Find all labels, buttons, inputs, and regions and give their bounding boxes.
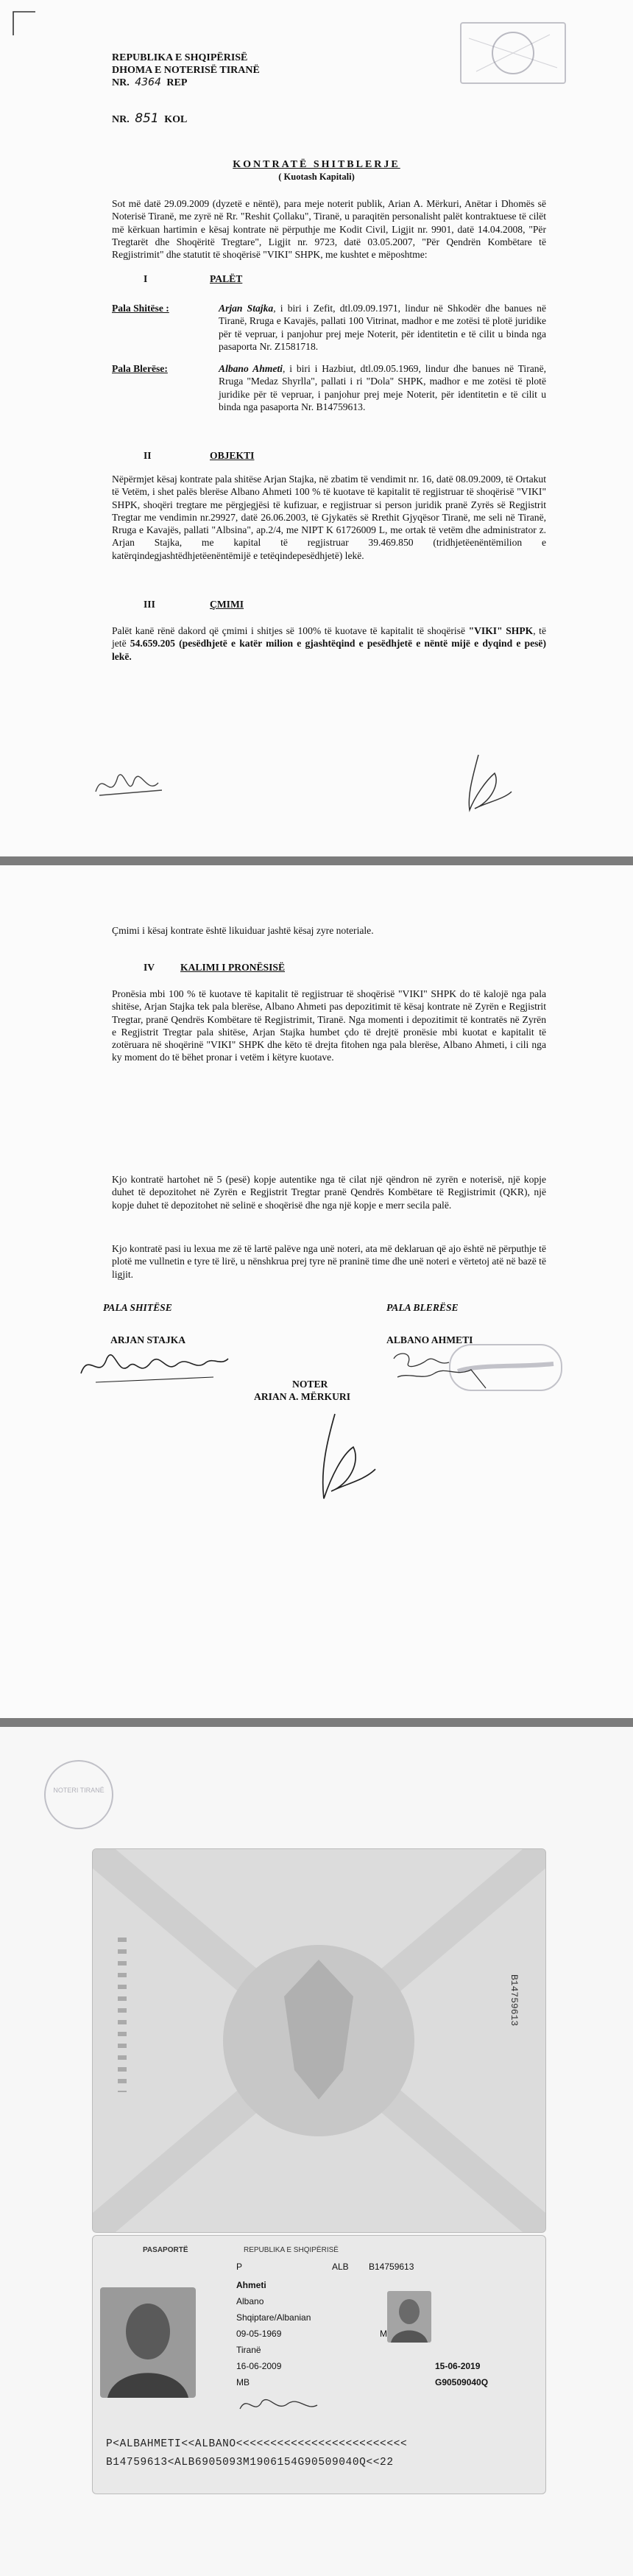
notary-initials-signature (442, 751, 515, 817)
price-text-2: , të jetë (112, 625, 546, 650)
seller-paragraph (219, 302, 546, 353)
document-page-3 (0, 1727, 633, 2576)
header-nr2 (112, 113, 187, 126)
passport-ghost-photo (387, 2291, 431, 2343)
nr-handwritten: 4364 (135, 77, 161, 88)
copies-paragraph: Kjo kontratë hartohet në 5 (pesë) kopje autentike nga të cilat një qëndron në zyrën e noterisë, një kopje duhet të depozitohet në Zyrën e Regjistrit Tregtar pranë Qendrës Kombëtare të Regjistrimit (QKR), një kopje duhet të depozitohet në selinë e shoqërisë dhe nga një kopje e merr secila palë. (112, 1174, 546, 1211)
passport-type-label: PASAPORTË (143, 2246, 188, 2254)
seller-signature (74, 1337, 236, 1396)
passport-photo (100, 2287, 196, 2398)
round-stamp-text: NOTERI TIRANË (53, 1787, 105, 1794)
passport-dob: 09-05-1969 (236, 2329, 282, 2339)
seller-sign-name: ARJAN STAJKA (110, 1334, 186, 1345)
document-subtitle: ( Kuotash Kapitali) (278, 172, 355, 182)
vertical-passport-number: B14759613 (509, 1974, 520, 2027)
buyer-label: Pala Blerëse: (112, 363, 168, 374)
price-text-1: Palët kanë rënë dakord që çmimi i shitjes së 100% të kuotave të kapitalit të shoqërisë (112, 625, 469, 636)
price-amount: 54.659.205 (pesëdhjetë e katër milion e gjashtëqind e pesëdhjetë e nëntë mijë e dyqind e pesë) lekë. (112, 638, 546, 662)
buyer-signature (383, 1344, 501, 1396)
nr2-handwritten: 851 (135, 111, 159, 126)
seller-name: Arjan Stajka (219, 303, 274, 314)
header-nr (112, 77, 260, 89)
person-ghost-icon (387, 2291, 431, 2343)
intro-paragraph: Sot më datë 29.09.2009 (dyzetë e nëntë), para meje noterit publik, Arian A. Mërkuri, Anëtar i Dhomës së Noterisë Tiranë, me zyrë në Rr. "Reshit Çollaku", Tiranë, u paraqitën personalisht palët kontraktuese të cilët më kërkuan hartimin e kësaj kontrate në përputhje me Kodit Civil, Ligjit nr. 9901, datë 14.04.2008, "Për Tregtarët dhe Shoqëritë Tregtare", Ligjit nr. 9723, datë 03.05.2007, "Për Qendrën Kombëtare të Regjistrimit" dhe statutit të shoqërisë "VIKI" SHPK, me kushtet e mëposhtme: (112, 198, 546, 261)
nr2-suffix: KOL (164, 114, 188, 125)
buyer-sign-label: PALA BLERËSE (386, 1302, 459, 1313)
section-3-number: III (144, 599, 155, 610)
section-1-title: PALËT (210, 273, 243, 284)
passport-type-code: P (236, 2262, 243, 2272)
section-4-number: IV (144, 962, 155, 973)
passport-given-name: Albano (236, 2296, 264, 2306)
header-line-2: DHOMA E NOTERISË TIRANË (112, 65, 260, 76)
object-paragraph: Nëpërmjet kësaj kontrate pala shitëse Arjan Stajka, në zbatim të vendimit nr. 16, datë 08.09.2009, të Ortakut të Vetëm, i shet palës blerëse Albano Ahmeti 100 % të kuotave të kapitalit të regjistruar të shoqërisë "VIKI" SHPK, shoqëri tregtare me përgjegjësi të kufizuar, e regjistruar si person juridik pranë Zyrës së Regjistrit Tregtar me vendimin nr.29927, datë 26.06.2003, të Gjykatës së Rrethit Gjyqësor Tiranë, me seli në Tiranë, Rruga e Kavajës, pallati "Albsina", ap.2/4, me NIPT K 61726009 L, me ortak të vetëm dhe administrator z. Arjan Stajka, me kapital të regjistruar 39.469.850 (tridhjetëenëntëmilion e katërqindegjashtëdhjetëenëntëmijë e tetëqindepesëdhjetë) lekë. (112, 474, 546, 561)
price-paragraph (112, 624, 546, 663)
passport-pob: Tiranë (236, 2345, 261, 2355)
closing-paragraph: Kjo kontratë pasi iu lexua me zë të lartë palëve nga unë noteri, ata më deklaruan që ajo është në përputhje të plotë me vullnetin e tyre të lirë, u nënshkrua prej tyre në praninë time dhe unë noteri e vërtetoj atë në bazë të ligjit. (112, 1243, 546, 1280)
notary-stamp (460, 22, 566, 84)
mrz-line-1: P<ALBAHMETI<<ALBANO<<<<<<<<<<<<<<<<<<<<<<<<< (106, 2438, 408, 2450)
passport-personal-no: G90509040Q (435, 2377, 489, 2387)
passport-surname: Ahmeti (236, 2280, 266, 2290)
buyer-details: , i biri i Hazbiut, dtl.09.05.1969, lindur dhe banues në Tiranë, Rruga "Medaz Shyrlla", pallati i ri "Dola" SHPK, madhor e me zotësi të plotë juridike për të vepruar, i panjohur prej meje Noterit, për identitetin e të cilit u binda nga pasaporta Nr. B14759613. (219, 363, 546, 412)
passport-nationality: Shqiptare/Albanian (236, 2312, 311, 2323)
passport-visa-page (92, 1848, 546, 2233)
header-line-1: REPUBLIKA E SHQIPËRISË (112, 52, 248, 63)
nr-label: NR. (112, 77, 130, 88)
round-notary-stamp (44, 1760, 113, 1829)
passport-issue-date: 16-06-2009 (236, 2361, 282, 2371)
seller-label: Pala Shitëse : (112, 303, 169, 314)
passport-sex: M (380, 2329, 387, 2339)
nr2-label: NR. (112, 114, 130, 125)
passport-country-label: REPUBLIKA E SHQIPËRISË (244, 2246, 339, 2254)
stamp-seal-icon (462, 24, 565, 82)
corner-mark (6, 6, 43, 43)
section-2-number: II (144, 450, 152, 461)
buyer-paragraph (219, 362, 546, 413)
document-page-1 (0, 0, 633, 856)
notary-name: ARIAN A. MËRKURI (254, 1391, 351, 1402)
mrz-line-2: B14759613<ALB6905093M1906154G90509040Q<<22 (106, 2457, 394, 2468)
section-4-title: KALIMI I PRONËSISË (180, 962, 286, 973)
document-title: KONTRATË SHITBLERJE (233, 159, 400, 170)
passport-expiry-date: 15-06-2019 (435, 2361, 481, 2371)
nr-suffix: REP (166, 77, 188, 88)
person-photo-icon (100, 2287, 196, 2398)
passport-number: B14759613 (369, 2262, 414, 2272)
seller-initials-signature (88, 762, 177, 810)
header-block (112, 52, 260, 89)
seller-details: , i biri i Zefit, dtl.09.09.1971, lindur në Shkodër dhe banues në Tiranë, Rruga e Kavajës, pallati 100 Vitrinat, madhor e me zotësi të plotë juridike për të vepruar, i panjohur prej meje Noterit, për identitetin e të cilit u binda nga pasaporta Nr. Z1581718. (219, 303, 546, 352)
notary-signature (291, 1410, 379, 1513)
passport-background-pattern (93, 1849, 545, 2232)
notary-label: NOTER (292, 1379, 328, 1390)
transfer-paragraph: Pronësia mbi 100 % të kuotave të kapitalit të regjistruar të shoqërisë "VIKI" SHPK do të kalojë nga pala shitëse, Arjan Stajka tek pala blerëse, Albano Ahmeti pas depozitimit të kësaj kontrate në Zyrën e Regjistrit Tregtar, pranë Qendrës Kombëtare të Regjistrimit, Tiranë. Nga momenti i depozitimit të kontratës në Zyrën e Regjistrit Tregtar pala shitëse, Arjan Stajka humbet çdo të drejtë pronësie mbi kuotat e kapitalit të zotëruara në shoqërinë "VIKI" SHPK dhe këto të drejta fitohen nga pala blerëse, Albano Ahmeti, i cili nga ky moment do të bëhet pronar i vetëm i këtyre kuotave. (112, 988, 546, 1063)
passport-state-code: ALB (332, 2262, 349, 2272)
section-3-title: ÇMIMI (210, 599, 244, 610)
section-1-number: I (144, 273, 148, 284)
passport-authority: MB (236, 2377, 250, 2387)
section-2-title: OBJEKTI (210, 450, 255, 461)
seller-sign-label: PALA SHITËSE (103, 1302, 172, 1313)
holder-signature (236, 2390, 325, 2420)
document-page-2 (0, 865, 633, 1718)
price-company: "VIKI" SHPK (468, 625, 534, 636)
buyer-sign-name: ALBANO AHMETI (386, 1334, 473, 1345)
payment-line: Çmimi i kësaj kontrate është likuiduar jashtë kësaj zyre noteriale. (112, 925, 374, 936)
buyer-name: Albano Ahmeti (219, 363, 283, 374)
passport-data-page (92, 2235, 546, 2494)
